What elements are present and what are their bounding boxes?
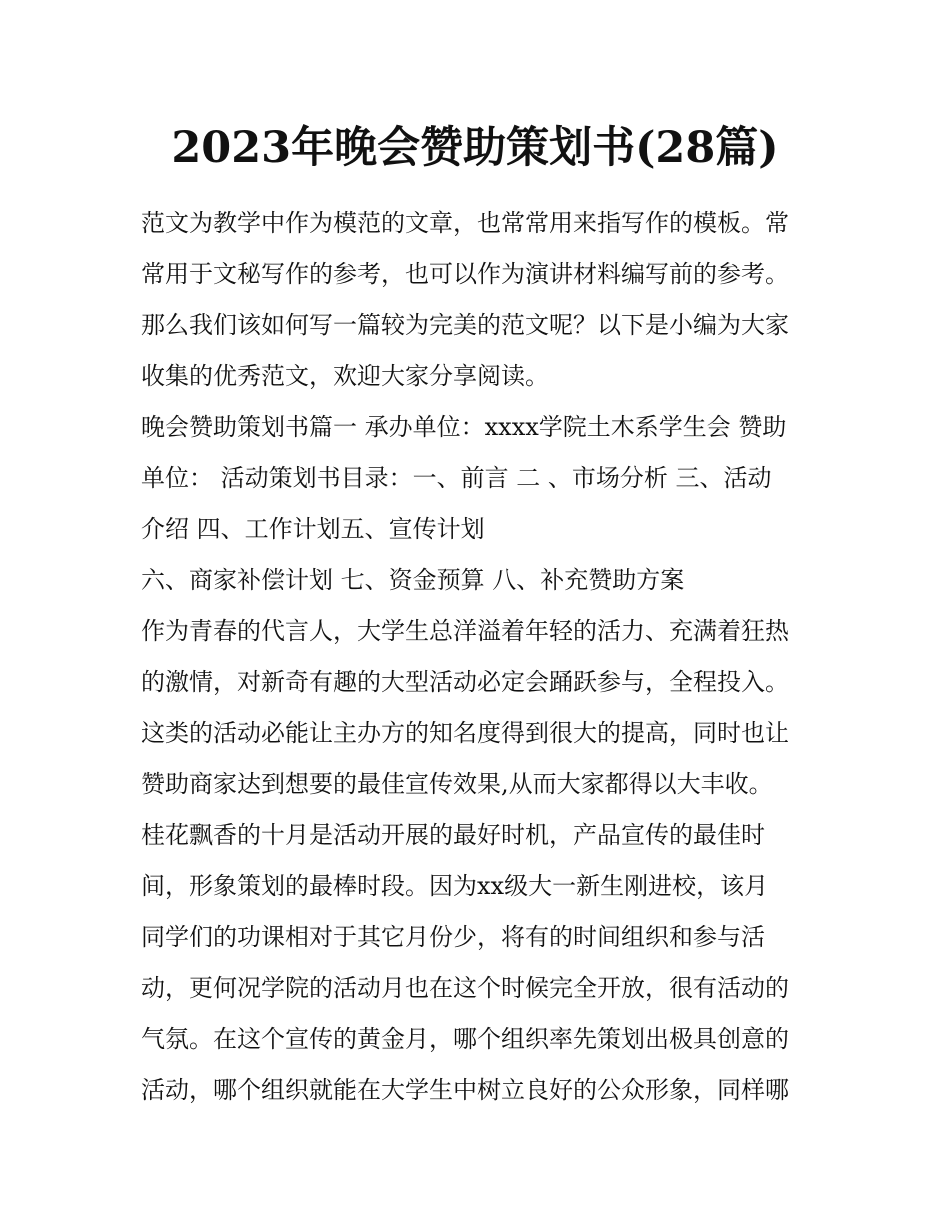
body-line: 作为青春的代言人，大学生总洋溢着年轻的活力、充满着狂热 (141, 617, 789, 645)
document-body (141, 198, 813, 1116)
body-line: 桂花飘香的十月是活动开展的最好时机，产品宣传的最佳时 (141, 821, 765, 849)
body-line: 介绍 四、工作计划五、宣传计划 (141, 515, 485, 543)
body-line: 间，形象策划的最棒时段。因为xx级大一新生刚进校，该月 (141, 872, 769, 900)
body-line: 那么我们该如何写一篇较为完美的范文呢？以下是小编为大家 (141, 311, 789, 339)
body-line: 同学们的功课相对于其它月份少，将有的时间组织和参与活 (141, 923, 765, 951)
body-line: 活动，哪个组织就能在大学生中树立良好的公众形象，同样哪 (141, 1076, 789, 1104)
body-line: 赞助商家达到想要的最佳宣传效果,从而大家都得以大丰收。 (141, 770, 773, 798)
body-line: 收集的优秀范文，欢迎大家分享阅读。 (141, 362, 549, 390)
body-line: 气氛。在这个宣传的黄金月，哪个组织率先策划出极具创意的 (141, 1025, 789, 1053)
document-title: 2023年晚会赞助策划书(28篇) (171, 123, 779, 173)
body-line: 六、商家补偿计划 七、资金预算 八、补充赞助方案 (141, 566, 685, 594)
body-line: 这类的活动必能让主办方的知名度得到很大的提高，同时也让 (141, 719, 789, 747)
body-line: 动，更何况学院的活动月也在这个时候完全开放，很有活动的 (141, 974, 789, 1002)
body-line: 的激情，对新奇有趣的大型活动必定会踊跃参与，全程投入。 (141, 668, 789, 696)
body-line: 单位： 活动策划书目录：一、前言 二 、市场分析 三、活动 (141, 464, 772, 492)
body-line: 晚会赞助策划书篇一 承办单位：xxxx学院土木系学生会 赞助 (141, 413, 787, 441)
body-line: 常用于文秘写作的参考，也可以作为演讲材料编写前的参考。 (141, 260, 789, 288)
body-line: 范文为教学中作为模范的文章，也常常用来指写作的模板。常 (141, 209, 789, 237)
